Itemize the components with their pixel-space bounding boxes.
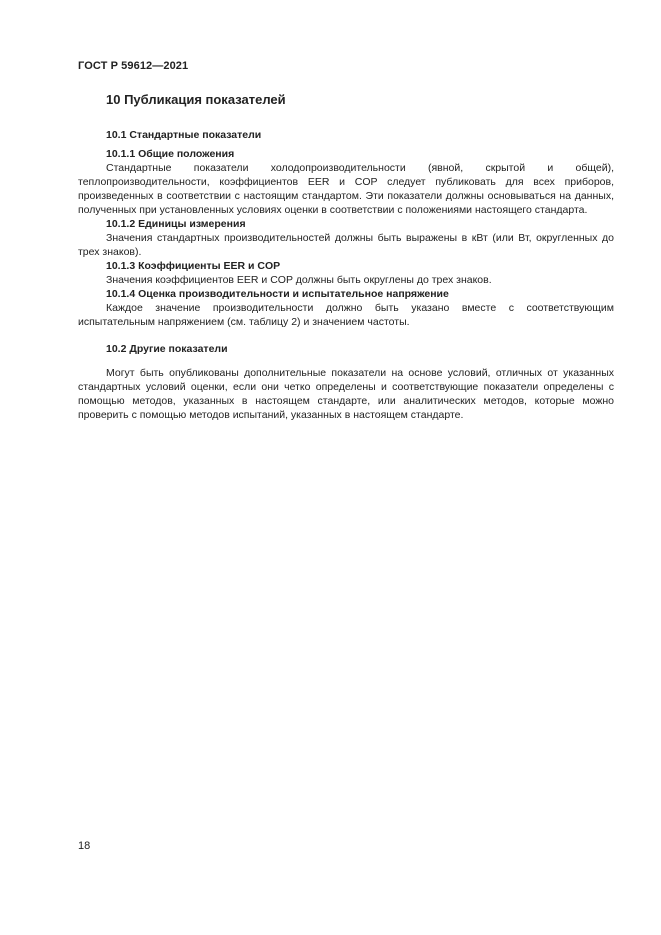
- item-text-10-1-2: Значения стандартных производительностей должны быть выражены в кВт (или Вт, округленных до трех знаков).: [78, 232, 614, 258]
- section-title: 10 Публикация показателей: [106, 92, 286, 107]
- spacer: [78, 329, 614, 342]
- subsection-title-10-2: 10.2 Другие показатели: [106, 343, 228, 355]
- document-code: ГОСТ Р 59612—2021: [78, 60, 189, 72]
- item-title-10-1-2: 10.1.2 Единицы измерения: [106, 218, 246, 230]
- item-text-10-1-4: Каждое значение производительности должно быть указано вместе с соответствующим испытательным напряжением (см. таблицу 2) и значением частоты.: [78, 302, 614, 328]
- item-title-10-1-3: 10.1.3 Коэффициенты EER и COP: [106, 260, 281, 272]
- document-content: [78, 91, 614, 422]
- subsection-title-10-1: 10.1 Стандартные показатели: [106, 129, 262, 141]
- item-title-10-1-4: 10.1.4 Оценка производительности и испытательное напряжение: [106, 288, 449, 300]
- page-number: 18: [78, 840, 91, 852]
- subsection-text-10-2: Могут быть опубликованы дополнительные показатели на основе условий, отличных от указанных стандартных условий оценки, если они четко определены и соответствующие показатели определены с помощью методов, указанных в настоящем стандарте, или аналитических методов, которые можно проверить с помощью методов испытаний, указанных в настоящем стандарте.: [78, 367, 614, 421]
- item-text-10-1-3: Значения коэффициентов EER и COP должны быть округлены до трех знаков.: [106, 274, 492, 286]
- item-text-10-1-1: Стандартные показатели холодопроизводительности (явной, скрытой и общей), теплопроизводительности, коэффициентов EER и COP следует публиковать для всех приборов, произведенных в соответствии с настоящим стандартом. Эти показатели должны основываться на данных, полученных при установленных условиях оценки в соответствии с положениями настоящего стандарта.: [78, 162, 614, 216]
- item-title-10-1-1: 10.1.1 Общие положения: [106, 148, 235, 160]
